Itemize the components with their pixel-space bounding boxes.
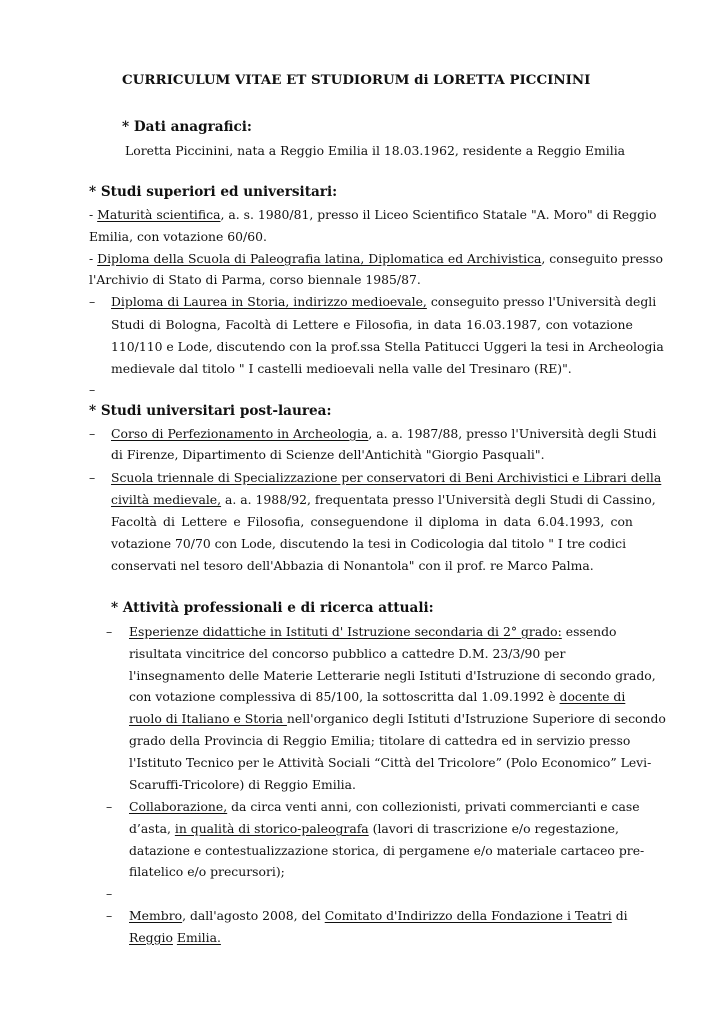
perfezionamento-details: , a. a. 1987/88, presso l'Università degli Studi xyxy=(368,426,657,441)
docente-di-ruolo-link: docente di xyxy=(559,689,626,704)
studi-item-maturita-line2: Emilia, con votazione 60/60. xyxy=(89,229,267,244)
membro-title: Membro xyxy=(129,908,183,923)
list-dash: – xyxy=(106,799,113,814)
maturita-details: , a. s. 1980/81, presso il Liceo Scientifico Statale "A. Moro" di Reggio xyxy=(220,207,657,222)
specializzazione-title: Scuola triennale di Specializzazione per conservatori di Beni Archivistici e Librari della xyxy=(111,470,662,485)
collaborazione-line4: filatelico e/o precursori); xyxy=(129,864,285,879)
esperienze-line3: l'insegnamento delle Materie Letterarie negli Istituti d'Istruzione di secondo grado, xyxy=(129,668,656,683)
collaborazione-line3: datazione e contestualizzazione storica, di pergamene e/o materiale cartaceo pre- xyxy=(129,843,645,858)
list-dash: – xyxy=(89,294,96,309)
esperienze-details: essendo xyxy=(561,624,617,639)
specializzazione-line5: conservati nel tesoro dell'Abbazia di Nonantola" con il prof. re Marco Palma. xyxy=(111,558,594,573)
specializzazione-line2 xyxy=(111,492,656,507)
post-laurea-item-perfezionamento xyxy=(111,426,656,441)
docente-di-ruolo-cont: ruolo di Italiano e Storia xyxy=(129,711,287,726)
membro-line2 xyxy=(129,930,221,945)
list-dash: – xyxy=(106,908,113,923)
page-title: CURRICULUM VITAE ET STUDIORUM di LORETTA PICCININI xyxy=(122,72,591,88)
list-dash: – xyxy=(89,382,96,397)
list-dash: – xyxy=(89,470,96,485)
emilia-link: Emilia. xyxy=(176,930,221,945)
section-heading-anagrafici: * Dati anagrafici: xyxy=(122,119,252,135)
specializzazione-details: a. a. 1988/92, frequentata presso l'Università degli Studi di Cassino, xyxy=(221,492,656,507)
laurea-details: conseguito presso l'Università degli xyxy=(426,294,657,309)
esperienze-line6: grado della Provincia di Reggio Emilia; titolare di cattedra ed in servizio presso xyxy=(129,733,631,748)
studi-item-paleografia xyxy=(89,251,663,266)
storico-paleografa-link: in qualità di storico-paleografa xyxy=(174,821,369,836)
list-prefix: - xyxy=(89,251,98,266)
perfezionamento-title: Corso di Perfezionamento in Archeologia xyxy=(111,426,369,441)
esperienze-line7: l'Istituto Tecnico per le Attività Sociali “Città del Tricolore” (Polo Economico” Levi- xyxy=(129,755,652,770)
esperienze-line2: risultata vincitrice del concorso pubblico a cattedre D.M. 23/3/90 per xyxy=(129,646,566,661)
section-heading-attivita: * Attività professionali e di ricerca attuali: xyxy=(111,600,434,616)
maturita-title: Maturità scientifica xyxy=(97,207,221,222)
section-heading-post-laurea: * Studi universitari post-laurea: xyxy=(89,403,332,419)
paleografia-title: Diploma della Scuola di Paleografia latina, Diplomatica ed Archivistica xyxy=(97,251,542,266)
studi-item-paleografia-line2: l'Archivio di Stato di Parma, corso biennale 1985/87. xyxy=(89,272,421,287)
paleografia-details: , conseguito presso xyxy=(541,251,663,266)
attivita-item-esperienze xyxy=(129,624,617,639)
list-prefix: - xyxy=(89,207,98,222)
attivita-item-collaborazione xyxy=(129,799,640,814)
collaborazione-title: Collaborazione, xyxy=(129,799,228,814)
list-dash: – xyxy=(106,624,113,639)
laurea-line4: medievale dal titolo " I castelli medioevali nella valle del Tresinaro (RE)". xyxy=(111,361,572,376)
list-dash: – xyxy=(106,886,113,901)
collaborazione-line2: d’asta, in qualità di storico-paleografa (lavori di trascrizione e/o regestazione, xyxy=(129,821,619,836)
laurea-line3: 110/110 e Lode, discutendo con la prof.ssa Stella Patitucci Uggeri la tesi in Archeologia xyxy=(111,339,664,354)
reggio-link: Reggio xyxy=(129,930,173,945)
studi-item-laurea xyxy=(111,294,656,309)
studi-item-maturita xyxy=(89,207,656,222)
esperienze-line8: Scaruffi-Tricolore) di Reggio Emilia. xyxy=(129,777,356,792)
perfezionamento-line2: di Firenze, Dipartimento di Scienze dell'Antichità "Giorgio Pasquali". xyxy=(111,447,545,462)
laurea-line2: Studi di Bologna, Facoltà di Lettere e Filosofia, in data 16.03.1987, con votazione xyxy=(111,317,633,332)
anagrafici-text: Loretta Piccinini, nata a Reggio Emilia il 18.03.1962, residente a Reggio Emilia xyxy=(125,143,626,158)
collaborazione-details: da circa venti anni, con collezionisti, privati commercianti e case xyxy=(227,799,640,814)
esperienze-line4: con votazione complessiva di 85/100, la sottoscritta dal 1.09.1992 è docente di xyxy=(129,689,626,704)
esperienze-title: Esperienze didattiche in Istituti d' Istruzione secondaria di 2° grado: xyxy=(129,624,562,639)
specializzazione-line3: Facoltà di Lettere e Filosofia, conseguendone il diploma in data 6.04.1993, con xyxy=(111,514,633,529)
esperienze-line5: ruolo di Italiano e Storia nell'organico degli Istituti d'Istruzione Superiore di secondo xyxy=(129,711,666,726)
list-dash: – xyxy=(89,426,96,441)
attivita-item-membro: Membro, dall'agosto 2008, del Comitato d'Indirizzo della Fondazione i Teatri di xyxy=(129,908,628,923)
comitato-link: Comitato d'Indirizzo della Fondazione i Teatri xyxy=(324,908,612,923)
specializzazione-line4: votazione 70/70 con Lode, discutendo la tesi in Codicologia dal titolo " I tre codici xyxy=(111,536,627,551)
specializzazione-title-cont: civiltà medievale, xyxy=(111,492,222,507)
laurea-title: Diploma di Laurea in Storia, indirizzo medioevale, xyxy=(111,294,427,309)
section-heading-studi: * Studi superiori ed universitari: xyxy=(89,184,338,200)
